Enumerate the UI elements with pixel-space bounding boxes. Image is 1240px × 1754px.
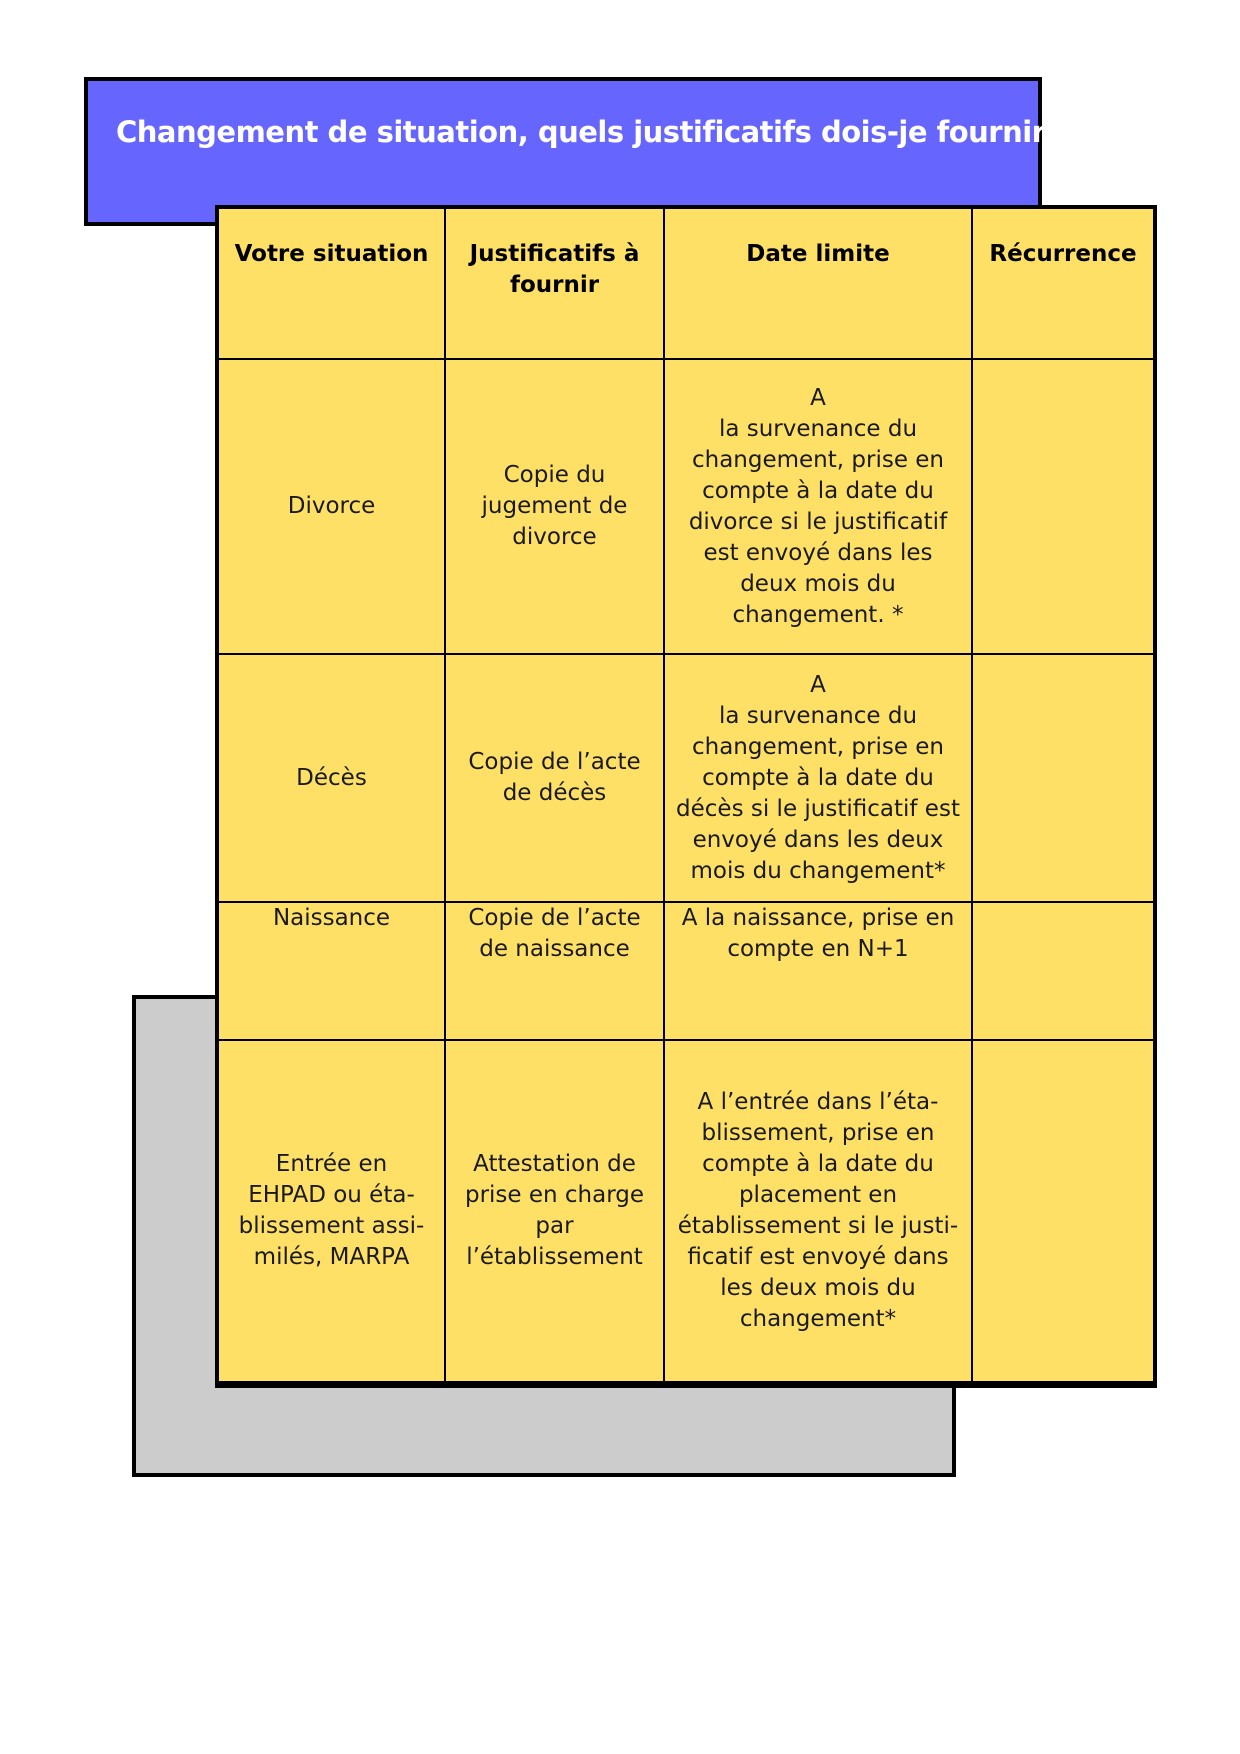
cell-recurrence	[972, 1040, 1153, 1381]
cell-justificatifs: Copie de l’acte de naissance	[445, 902, 664, 1040]
cell-date-limite: A la survenance du changement, prise en compte à la date du décès si le justificatif est envoyé dans les deux mois du changement*	[664, 654, 972, 902]
cell-justificatifs: Copie du jugement de divorce	[445, 359, 664, 654]
cell-situation: Naissance	[219, 902, 445, 1040]
cell-situation: Divorce	[219, 359, 445, 654]
cell-recurrence	[972, 359, 1153, 654]
situations-table-container	[215, 205, 1157, 1388]
table-row	[219, 654, 1153, 902]
cell-recurrence	[972, 902, 1153, 1040]
cell-justificatifs: Copie de l’acte de décès	[445, 654, 664, 902]
header-justificatifs: Justificatifs à fournir	[445, 209, 664, 359]
cell-justificatifs: Attestation de prise en charge par l’établissement	[445, 1040, 664, 1381]
cell-situation: Entrée en EHPAD ou éta- blissement assi- milés, MARPA	[219, 1040, 445, 1381]
table-row	[219, 902, 1153, 1040]
cell-situation: Décès	[219, 654, 445, 902]
cell-date-limite: A la naissance, prise en compte en N+1	[664, 902, 972, 1040]
cell-date-limite: A l’entrée dans l’éta- blissement, prise en compte à la date du placement en établissement si le justi- ficatif est envoyé dans les deux mois du changement*	[664, 1040, 972, 1381]
table-row	[219, 1040, 1153, 1381]
table-header-row	[219, 209, 1153, 359]
cell-recurrence	[972, 654, 1153, 902]
title-banner	[84, 77, 1046, 226]
page-title: Changement de situation, quels justificatifs dois-je fournir	[116, 115, 1046, 149]
header-date-limite: Date limite	[664, 209, 972, 359]
situations-table	[219, 209, 1153, 1381]
header-votre-situation: Votre situation	[219, 209, 445, 359]
header-recurrence: Récurrence	[972, 209, 1153, 359]
table-row	[219, 359, 1153, 654]
cell-date-limite: A la survenance du changement, prise en compte à la date du divorce si le justificatif est envoyé dans les deux mois du changement. *	[664, 359, 972, 654]
